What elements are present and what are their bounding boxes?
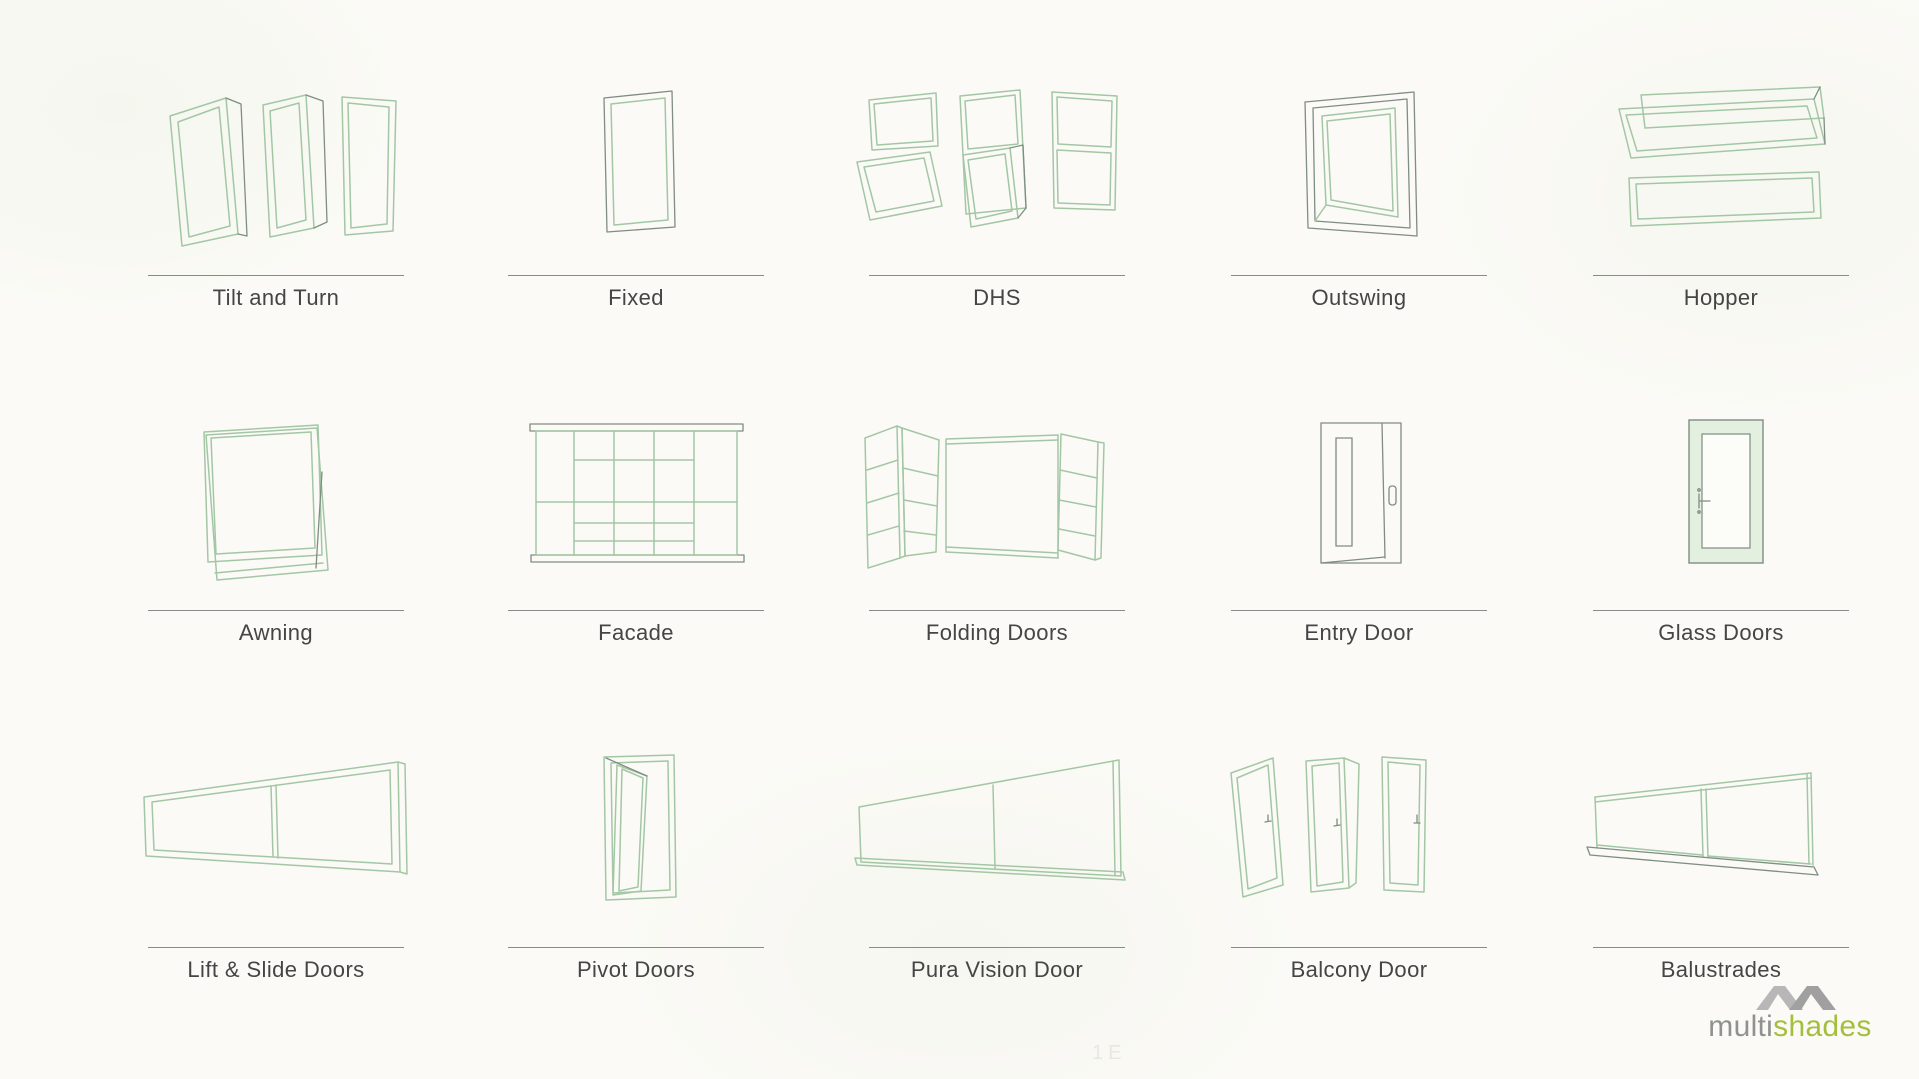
pivot-doors-illustration [481, 742, 791, 947]
catalog-item-balustrades [1566, 742, 1876, 983]
item-label: Facade [598, 620, 674, 645]
item-label: Balcony Door [1290, 957, 1428, 982]
tilt-and-turn-illustration [121, 70, 431, 275]
fixed-window-illustration [481, 70, 791, 275]
catalog-item-tilt-and-turn [121, 70, 431, 311]
item-label: Folding Doors [925, 620, 1069, 645]
catalog-item-fixed [481, 70, 791, 311]
item-label: Hopper [1683, 285, 1759, 310]
item-label: Awning [238, 620, 314, 645]
outswing-window-illustration [1204, 70, 1514, 275]
catalog-item-folding-doors [842, 405, 1152, 646]
pura-vision-door-illustration [842, 742, 1152, 947]
awning-window-illustration [121, 405, 431, 610]
entry-door-illustration [1204, 405, 1514, 610]
hopper-window-illustration [1566, 70, 1876, 275]
catalog-item-outswing [1204, 70, 1514, 311]
item-label: Fixed [608, 285, 664, 310]
item-label: Pura Vision Door [910, 957, 1084, 982]
catalog-item-glass-doors [1566, 405, 1876, 646]
catalog-item-lift-slide-doors [121, 742, 431, 983]
balustrades-illustration [1566, 742, 1876, 947]
mountain-logo-icon [1744, 982, 1836, 1010]
brand-wordmark [1700, 1011, 1880, 1043]
lift-slide-doors-illustration [121, 742, 431, 947]
item-label: Lift & Slide Doors [187, 957, 365, 982]
brand-shades-text: shades [1773, 1010, 1872, 1043]
catalog-item-pivot-doors [481, 742, 791, 983]
brand-logo [1700, 982, 1880, 1043]
item-label: DHS [973, 285, 1021, 310]
catalog-item-dhs [842, 70, 1152, 311]
item-label: Entry Door [1304, 620, 1414, 645]
catalog-item-awning [121, 405, 431, 646]
catalog-item-entry-door [1204, 405, 1514, 646]
item-label: Pivot Doors [576, 957, 696, 982]
faint-watermark: 1E [1092, 1042, 1127, 1064]
item-label: Balustrades [1660, 957, 1782, 982]
item-label: Glass Doors [1658, 620, 1784, 645]
catalog-item-facade [481, 405, 791, 646]
catalog-item-balcony-door [1204, 742, 1514, 983]
item-label: Tilt and Turn [212, 285, 340, 310]
catalog-item-pura-vision-door [842, 742, 1152, 983]
facade-illustration [481, 405, 791, 610]
folding-doors-illustration [842, 405, 1152, 610]
balcony-door-illustration [1204, 742, 1514, 947]
item-label: Outswing [1311, 285, 1407, 310]
glass-doors-illustration [1566, 405, 1876, 610]
catalog-item-hopper [1566, 70, 1876, 311]
brand-multi-text: multi [1708, 1010, 1774, 1043]
double-hung-sash-illustration [842, 70, 1152, 275]
